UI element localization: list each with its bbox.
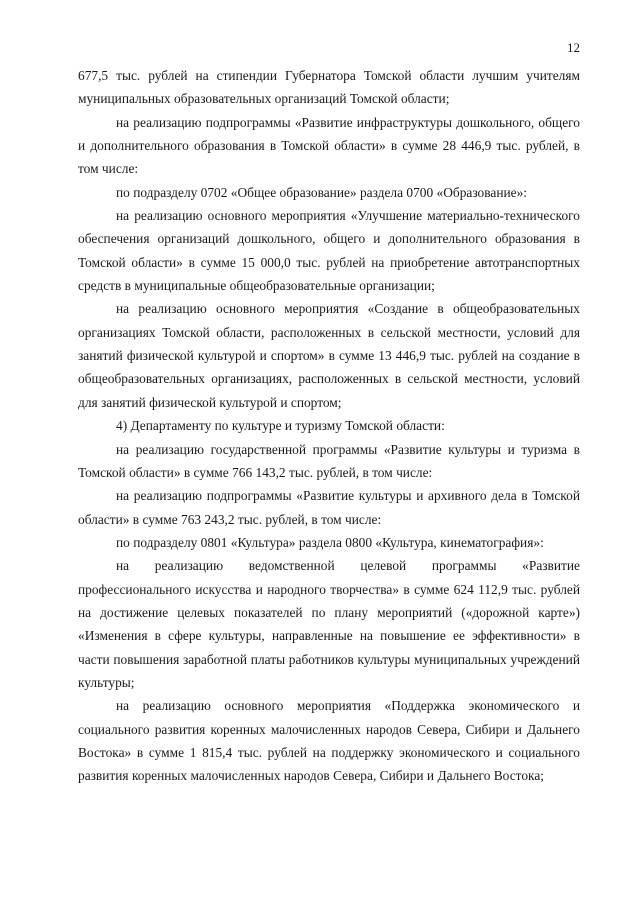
paragraph: по подразделу 0801 «Культура» раздела 0800 «Культура, кинематография»: xyxy=(116,534,544,550)
paragraph: по подразделу 0702 «Общее образование» раздела 0700 «Образование»: xyxy=(116,184,528,200)
paragraph: на реализацию ведомственной целевой программы «Развитие профессионального искусства и народного творчества» в сумме 624 112,9 тыс. рублей на достижение целевых показателей по плану мероприятий («дорожной карте») «Изменения в сфере культуры, направленные на повышение ее эффективности» в части повышения заработной платы работников культуры муниципальных учреждений культуры; xyxy=(78,558,580,690)
paragraph: на реализацию основного мероприятия «Улучшение материально-технического обеспечения организаций дошкольного, общего и дополнительного образования в Томской области» в сумме 15 000,0 тыс. рублей на приобретение автотранспортных средств в муниципальные общеобразовательные организации; xyxy=(78,208,580,294)
paragraph: на реализацию государственной программы «Развитие культуры и туризма в Томской области» в сумме 766 143,2 тыс. рублей, в том числе: xyxy=(78,441,580,480)
paragraph: на реализацию основного мероприятия «Поддержка экономического и социального развития коренных малочисленных народов Севера, Сибири и Дальнего Востока» в сумме 1 815,4 тыс. рублей на поддержку экономического и социального развития коренных малочисленных народов Севера, Сибири и Дальнего Востока; xyxy=(78,698,580,784)
paragraph: на реализацию основного мероприятия «Создание в общеобразовательных организациях Томской области, расположенных в сельской местности, условий для занятий физической культурой и спортом» в сумме 13 446,9 тыс. рублей на создание в общеобразовательных организациях, расположенных в сельской местности, условий для занятий физической культурой и спортом; xyxy=(78,301,580,410)
paragraph: 4) Департаменту по культуре и туризму Томской области: xyxy=(116,418,445,434)
paragraph: на реализацию подпрограммы «Развитие культуры и архивного дела в Томской области» в сумме 763 243,2 тыс. рублей, в том числе: xyxy=(78,488,580,527)
paragraph: на реализацию подпрограммы «Развитие инфраструктуры дошкольного, общего и дополнительного образования в Томской области» в сумме 28 446,9 тыс. рублей, в том числе: xyxy=(78,114,580,177)
document-body xyxy=(78,64,580,788)
paragraph: 677,5 тыс. рублей на стипендии Губернатора Томской области лучшим учителям муниципальных образовательных организаций Томской области; xyxy=(78,68,580,107)
page-number: 12 xyxy=(567,40,580,55)
